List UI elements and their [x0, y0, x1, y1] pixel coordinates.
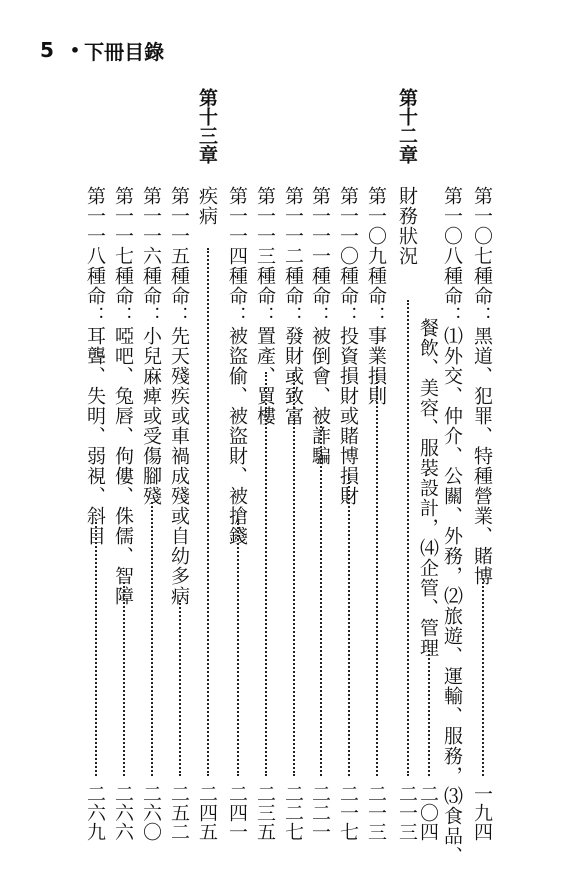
toc-page-112: 二二七	[282, 784, 304, 841]
toc-entry-112: 第一一二種命：發財或致富	[282, 186, 304, 426]
leader-line	[407, 300, 409, 776]
page-number: 5	[40, 38, 54, 62]
toc-entry-113: 第一一三種命：置產、買樓	[254, 186, 276, 426]
bullet-icon: •	[69, 40, 81, 60]
chapter-label-12: 第十二章	[396, 88, 418, 164]
leader-line	[482, 578, 484, 776]
toc-entry-114: 第一一四種命：被盜偷、被盜財、被搶錢	[226, 186, 248, 546]
chapter-title-13: 疾病	[196, 186, 218, 226]
page-title: 下冊目錄	[84, 39, 165, 64]
toc-page-110: 二一七	[337, 784, 359, 841]
leader-line	[428, 650, 430, 776]
toc-entry-108-line1: 第一〇八種命：⑴外交、仲介、公關、外務，⑵旅遊、運輸、服務，⑶食品、	[441, 186, 463, 866]
toc-entry-117: 第一一七種命：啞吧、兔唇、佝僂、侏儒、智障	[112, 186, 134, 606]
toc-entry-107: 第一〇七種命：黑道、犯罪、特種營業、賭博	[471, 186, 493, 586]
toc-page-114: 二四一	[226, 784, 248, 841]
leader-line	[265, 372, 267, 776]
toc-page-116: 二六〇	[140, 784, 162, 841]
chapter-page-13: 二四五	[196, 784, 218, 841]
toc-page-108: 二〇四	[417, 784, 439, 841]
toc-page-109: 二一三	[365, 784, 387, 841]
toc-entry-109: 第一〇九種命：事業損則	[365, 186, 387, 406]
leader-line	[293, 372, 295, 776]
toc-page-118: 二六九	[84, 784, 106, 841]
chapter-page-12: 二一三	[396, 784, 418, 841]
leader-line	[320, 422, 322, 776]
toc-page-111: 二二一	[309, 784, 331, 841]
toc-entry-115: 第一一五種命：先天殘疾或車禍成殘或自幼多病	[168, 186, 190, 606]
leader-line	[95, 522, 97, 776]
toc-entry-111: 第一一一種命：被倒會、被詐騙	[309, 186, 331, 466]
leader-line	[207, 248, 209, 776]
leader-line	[376, 370, 378, 776]
toc-page-113: 二三五	[254, 784, 276, 841]
toc-page-117: 二六六	[112, 784, 134, 841]
leader-line	[123, 582, 125, 776]
toc-entry-108-line2: 餐飲、美容、服裝設計，⑷企管、管理	[417, 318, 439, 658]
toc-page-107: 一九四	[471, 784, 493, 841]
toc-entry-110: 第一一〇種命：投資損財或賭博損財	[337, 186, 359, 506]
leader-line	[151, 502, 153, 776]
chapter-label-13: 第十三章	[196, 88, 218, 164]
chapter-title-12: 財務狀況	[396, 186, 418, 266]
leader-line	[179, 600, 181, 776]
toc-entry-116: 第一一六種命：小兒麻痺或受傷腳殘	[140, 186, 162, 506]
leader-line	[237, 520, 239, 776]
toc-page-115: 二五二	[168, 784, 190, 841]
leader-line	[348, 474, 350, 776]
toc-entry-118: 第一一八種命：耳聾、失明、弱視、斜目	[84, 186, 106, 546]
